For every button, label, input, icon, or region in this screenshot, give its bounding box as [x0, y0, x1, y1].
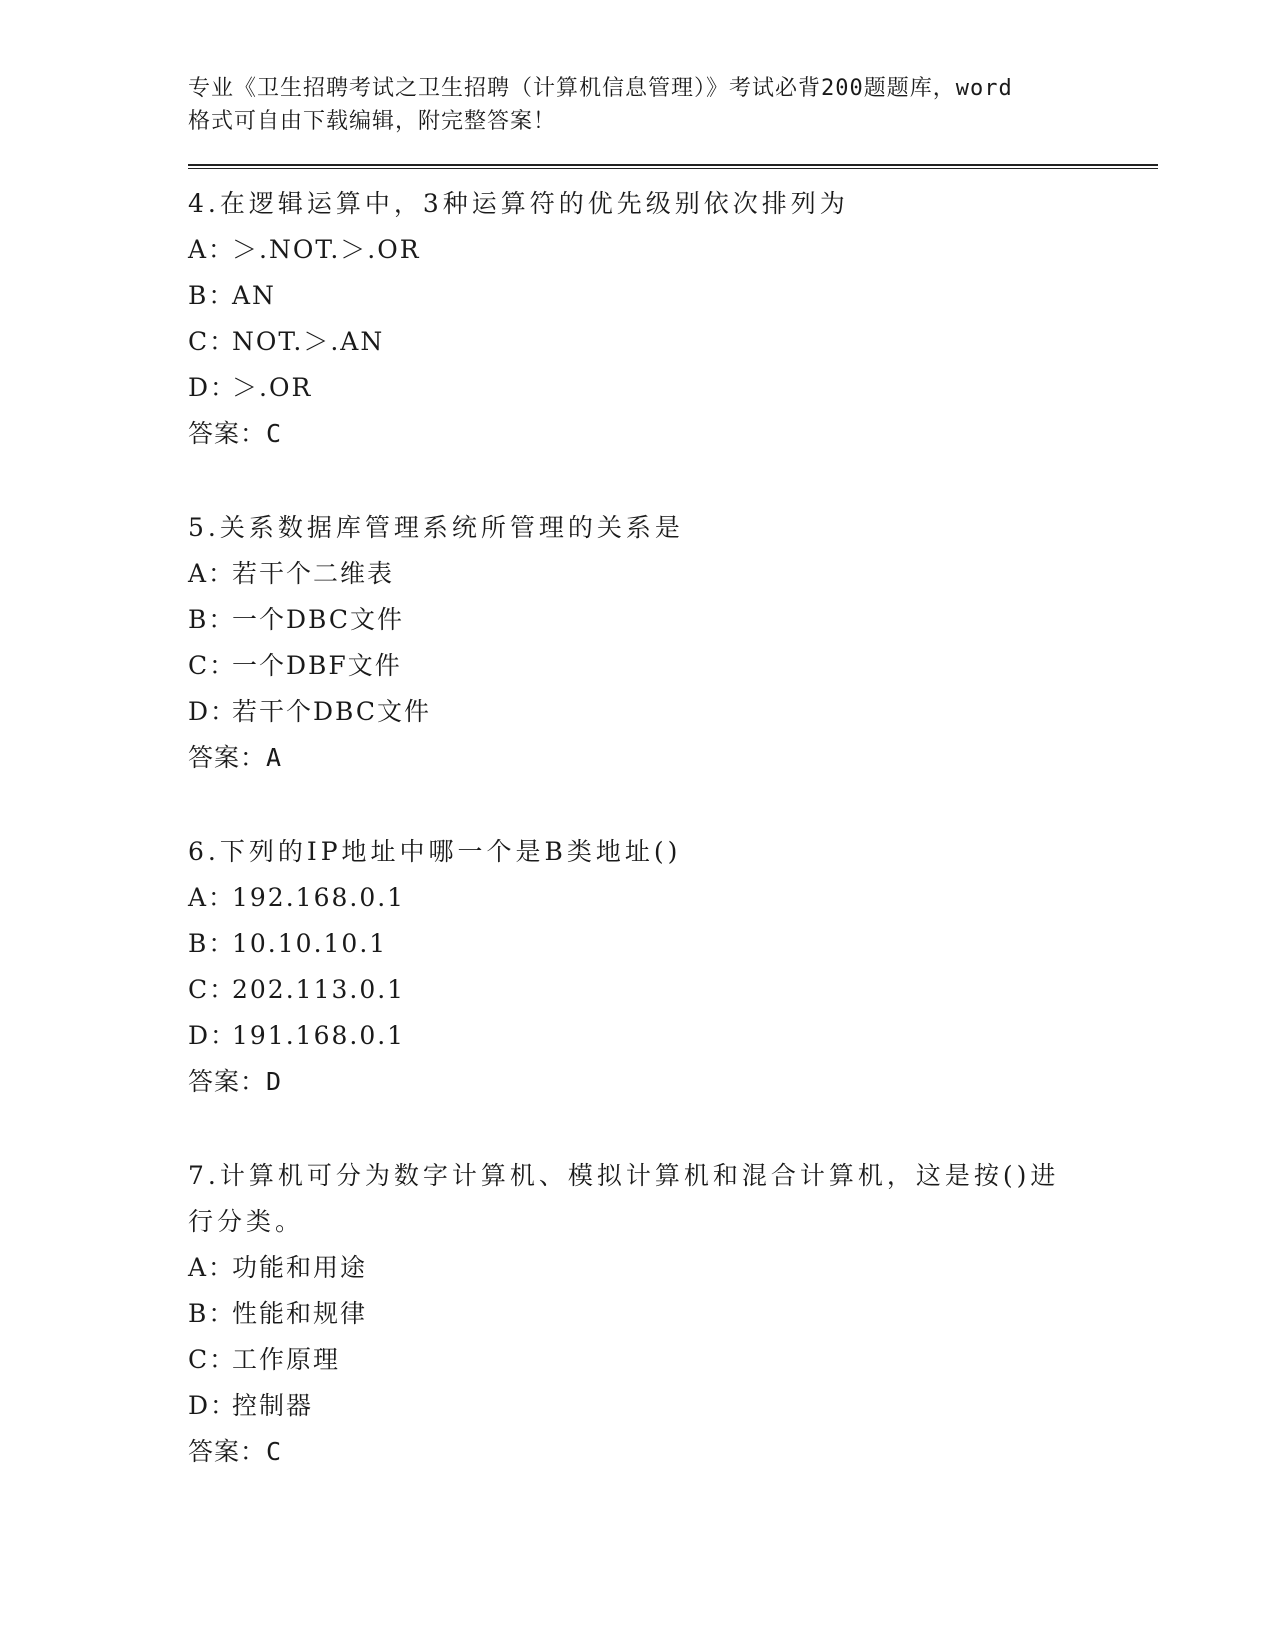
header-line-1: 专业《卫生招聘考试之卫生招聘（计算机信息管理）》考试必背200题题库，word [188, 76, 1013, 101]
header-divider [188, 164, 1158, 169]
question-stem: 4.在逻辑运算中，3种运算符的优先级别依次排列为 [188, 189, 849, 218]
question-stem: 6.下列的IP地址中哪一个是B类地址() [188, 837, 682, 866]
option-key: B： [188, 1299, 236, 1328]
option-key: B： [188, 605, 236, 634]
option-text: 若干个二维表 [232, 559, 395, 588]
option-key: A： [188, 559, 236, 588]
option-b [188, 921, 1158, 967]
question-stem: 7.计算机可分为数字计算机、模拟计算机和混合计算机，这是按()进行分类。 [188, 1161, 1060, 1236]
question-item [188, 829, 1158, 1105]
option-d [188, 1013, 1158, 1059]
option-key: B： [188, 929, 236, 958]
option-text: ＞.OR [232, 373, 313, 402]
option-text: 工作原理 [232, 1345, 341, 1374]
option-key: C： [188, 975, 237, 1004]
question-item [188, 1153, 1158, 1475]
answer-line: 答案：A [188, 743, 283, 772]
option-key: B： [188, 281, 236, 310]
option-key: C： [188, 1345, 237, 1374]
option-text: 若干个DBC文件 [232, 697, 432, 726]
option-text: 一个DBC文件 [232, 605, 405, 634]
header-line-2: 格式可自由下载编辑，附完整答案！ [188, 109, 557, 134]
option-text: AN [232, 281, 276, 310]
option-c [188, 319, 1158, 365]
question-stem: 5.关系数据库管理系统所管理的关系是 [188, 513, 684, 542]
question-item [188, 181, 1158, 457]
option-text: 10.10.10.1 [232, 929, 388, 958]
option-c [188, 967, 1158, 1013]
answer-line: 答案：C [188, 1437, 283, 1466]
option-text: 192.168.0.1 [232, 883, 406, 912]
option-key: A： [188, 235, 236, 264]
option-a [188, 875, 1158, 921]
option-b [188, 597, 1158, 643]
option-text: NOT.＞.AN [232, 327, 385, 356]
option-d [188, 365, 1158, 411]
option-b [188, 273, 1158, 319]
document-page [188, 72, 1158, 1475]
option-a [188, 1245, 1158, 1291]
option-text: 性能和规律 [232, 1299, 368, 1328]
option-key: D： [188, 373, 238, 402]
option-b [188, 1291, 1158, 1337]
question-item [188, 505, 1158, 781]
option-key: C： [188, 327, 237, 356]
option-key: D： [188, 697, 238, 726]
option-text: 191.168.0.1 [232, 1021, 406, 1050]
option-text: 功能和用途 [232, 1253, 368, 1282]
option-d [188, 1383, 1158, 1429]
option-text: ＞.NOT.＞.OR [232, 235, 421, 264]
answer-line: 答案：D [188, 1067, 283, 1096]
option-key: A： [188, 883, 236, 912]
option-a [188, 551, 1158, 597]
answer-line: 答案：C [188, 419, 283, 448]
option-key: D： [188, 1391, 238, 1420]
option-text: 控制器 [232, 1391, 314, 1420]
option-key: A： [188, 1253, 236, 1282]
document-header [188, 72, 1158, 138]
option-text: 202.113.0.1 [232, 975, 406, 1004]
option-c [188, 1337, 1158, 1383]
option-c [188, 643, 1158, 689]
option-key: C： [188, 651, 237, 680]
option-a [188, 227, 1158, 273]
option-d [188, 689, 1158, 735]
option-key: D： [188, 1021, 238, 1050]
option-text: 一个DBF文件 [232, 651, 402, 680]
